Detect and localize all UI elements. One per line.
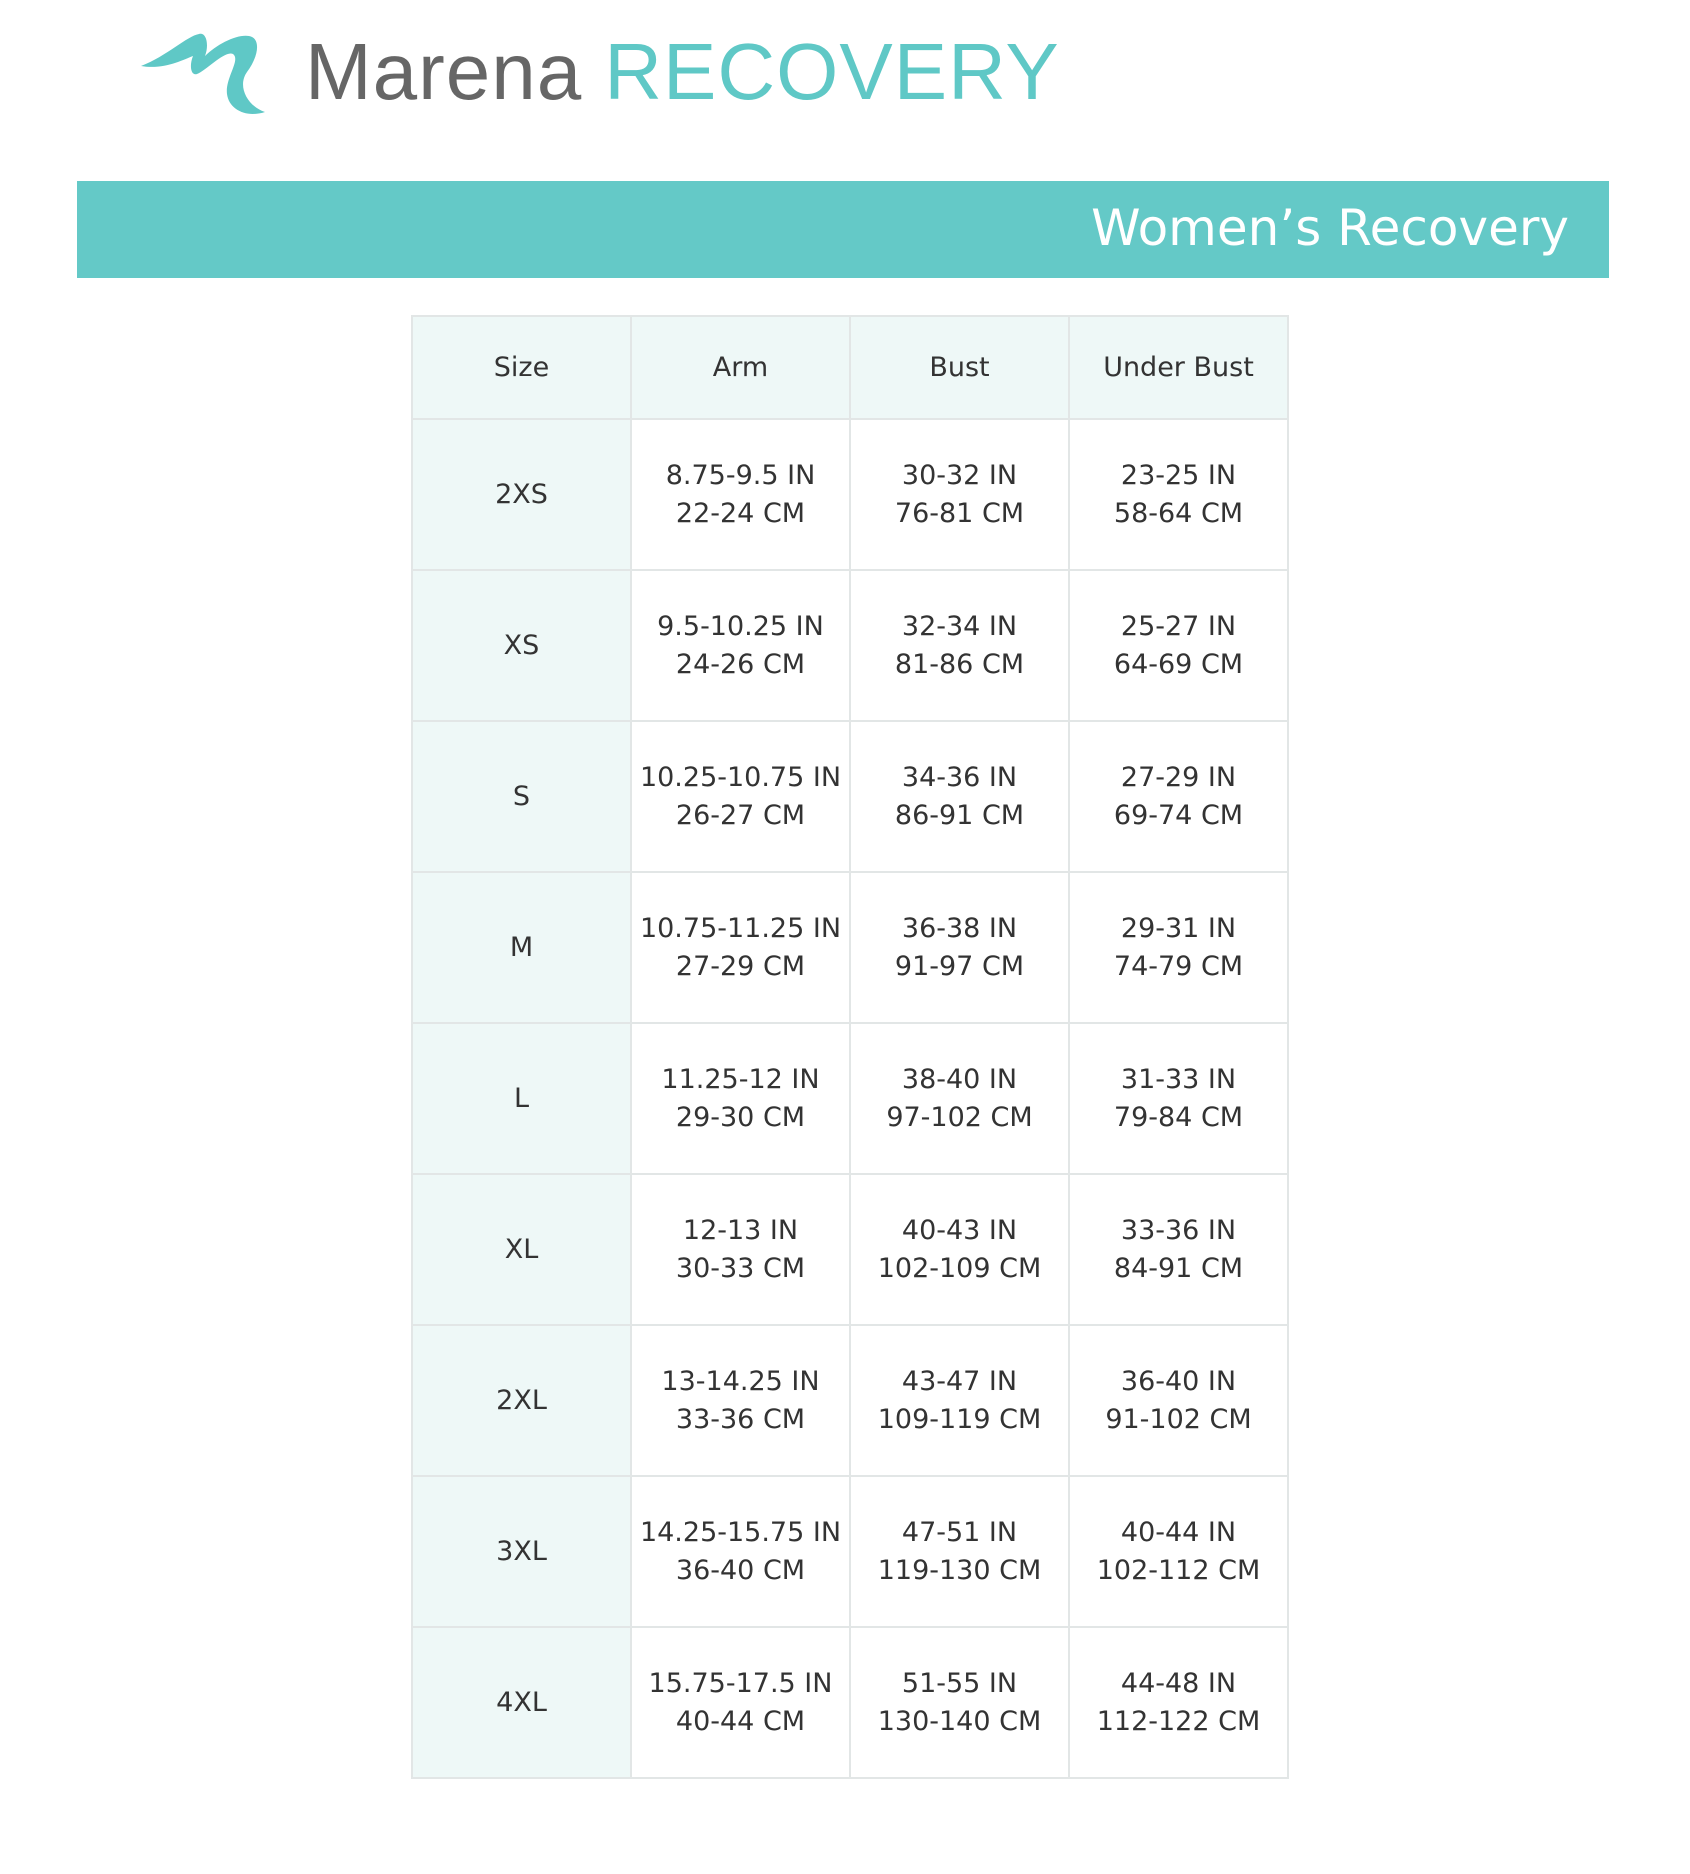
cm-value: 24-26 CM <box>675 648 806 680</box>
in-value: 15.75-17.5 IN <box>648 1667 833 1699</box>
cm-value: 91-102 CM <box>1105 1403 1252 1435</box>
table-row <box>412 872 1288 1023</box>
bust-cell <box>850 1174 1069 1325</box>
in-value: 38-40 IN <box>901 1063 1018 1095</box>
under-cell <box>1069 1174 1288 1325</box>
cm-value: 81-86 CM <box>894 648 1025 680</box>
cm-value: 79-84 CM <box>1113 1101 1244 1133</box>
marena-m-icon <box>137 26 287 118</box>
in-value: 9.5-10.25 IN <box>657 610 824 642</box>
size-chart-table <box>411 315 1289 1779</box>
under-cell <box>1069 1023 1288 1174</box>
size-cell: 3XL <box>412 1476 631 1627</box>
size-cell: L <box>412 1023 631 1174</box>
arm-cell <box>631 1174 850 1325</box>
in-value: 51-55 IN <box>901 1667 1018 1699</box>
in-value: 40-43 IN <box>901 1214 1018 1246</box>
in-value: 25-27 IN <box>1120 610 1237 642</box>
cm-value: 33-36 CM <box>675 1403 806 1435</box>
under-cell <box>1069 721 1288 872</box>
title-banner <box>77 181 1609 278</box>
size-cell: S <box>412 721 631 872</box>
in-value: 23-25 IN <box>1120 459 1237 491</box>
in-value: 43-47 IN <box>901 1365 1018 1397</box>
in-value: 40-44 IN <box>1120 1516 1237 1548</box>
table-row <box>412 570 1288 721</box>
cm-value: 58-64 CM <box>1113 497 1244 529</box>
in-value: 11.25-12 IN <box>661 1063 820 1095</box>
in-value: 34-36 IN <box>901 761 1018 793</box>
in-value: 14.25-15.75 IN <box>639 1516 842 1548</box>
arm-cell <box>631 1627 850 1778</box>
marena-recovery-logo <box>137 22 1060 122</box>
cm-value: 30-33 CM <box>675 1252 806 1284</box>
bust-cell <box>850 1627 1069 1778</box>
in-value: 29-31 IN <box>1120 912 1237 944</box>
cm-value: 36-40 CM <box>675 1554 806 1586</box>
bust-cell <box>850 1476 1069 1627</box>
cm-value: 74-79 CM <box>1113 950 1244 982</box>
cm-value: 29-30 CM <box>675 1101 806 1133</box>
cm-value: 109-119 CM <box>877 1403 1042 1435</box>
cm-value: 86-91 CM <box>894 799 1025 831</box>
arm-cell <box>631 721 850 872</box>
cm-value: 40-44 CM <box>675 1705 806 1737</box>
in-value: 13-14.25 IN <box>661 1365 820 1397</box>
brand-name: Marena <box>305 27 583 116</box>
table-row <box>412 721 1288 872</box>
arm-cell <box>631 1023 850 1174</box>
in-value: 8.75-9.5 IN <box>665 459 816 491</box>
table-row <box>412 1476 1288 1627</box>
cm-value: 91-97 CM <box>894 950 1025 982</box>
size-cell: 2XL <box>412 1325 631 1476</box>
bust-cell <box>850 1325 1069 1476</box>
in-value: 10.75-11.25 IN <box>639 912 842 944</box>
in-value: 10.25-10.75 IN <box>639 761 842 793</box>
in-value: 47-51 IN <box>901 1516 1018 1548</box>
column-header: Under Bust <box>1069 316 1288 419</box>
cm-value: 69-74 CM <box>1113 799 1244 831</box>
cm-value: 102-112 CM <box>1096 1554 1261 1586</box>
in-value: 30-32 IN <box>901 459 1018 491</box>
cm-value: 84-91 CM <box>1113 1252 1244 1284</box>
column-header: Bust <box>850 316 1069 419</box>
in-value: 36-38 IN <box>901 912 1018 944</box>
table-row <box>412 1627 1288 1778</box>
cm-value: 119-130 CM <box>877 1554 1042 1586</box>
bust-cell <box>850 570 1069 721</box>
in-value: 12-13 IN <box>682 1214 799 1246</box>
cm-value: 130-140 CM <box>877 1705 1042 1737</box>
under-cell <box>1069 419 1288 570</box>
bust-cell <box>850 1023 1069 1174</box>
size-cell: 4XL <box>412 1627 631 1778</box>
size-cell: M <box>412 872 631 1023</box>
in-value: 36-40 IN <box>1120 1365 1237 1397</box>
table-row <box>412 1023 1288 1174</box>
bust-cell <box>850 419 1069 570</box>
under-cell <box>1069 570 1288 721</box>
in-value: 33-36 IN <box>1120 1214 1237 1246</box>
cm-value: 27-29 CM <box>675 950 806 982</box>
in-value: 32-34 IN <box>901 610 1018 642</box>
table-row <box>412 419 1288 570</box>
in-value: 31-33 IN <box>1120 1063 1237 1095</box>
banner-title: Women’s Recovery <box>1091 199 1569 257</box>
arm-cell <box>631 419 850 570</box>
size-cell: XS <box>412 570 631 721</box>
header-row <box>412 316 1288 419</box>
size-cell: XL <box>412 1174 631 1325</box>
in-value: 44-48 IN <box>1120 1667 1237 1699</box>
table-row <box>412 1174 1288 1325</box>
cm-value: 97-102 CM <box>886 1101 1033 1133</box>
size-cell: 2XS <box>412 419 631 570</box>
column-header: Arm <box>631 316 850 419</box>
cm-value: 26-27 CM <box>675 799 806 831</box>
cm-value: 76-81 CM <box>894 497 1025 529</box>
cm-value: 64-69 CM <box>1113 648 1244 680</box>
brand-sub: RECOVERY <box>604 27 1060 116</box>
cm-value: 102-109 CM <box>877 1252 1042 1284</box>
under-cell <box>1069 872 1288 1023</box>
bust-cell <box>850 721 1069 872</box>
arm-cell <box>631 872 850 1023</box>
cm-value: 112-122 CM <box>1096 1705 1261 1737</box>
under-cell <box>1069 1476 1288 1627</box>
under-cell <box>1069 1325 1288 1476</box>
arm-cell <box>631 1476 850 1627</box>
under-cell <box>1069 1627 1288 1778</box>
arm-cell <box>631 1325 850 1476</box>
cm-value: 22-24 CM <box>675 497 806 529</box>
in-value: 27-29 IN <box>1120 761 1237 793</box>
arm-cell <box>631 570 850 721</box>
column-header: Size <box>412 316 631 419</box>
bust-cell <box>850 872 1069 1023</box>
table-row <box>412 1325 1288 1476</box>
